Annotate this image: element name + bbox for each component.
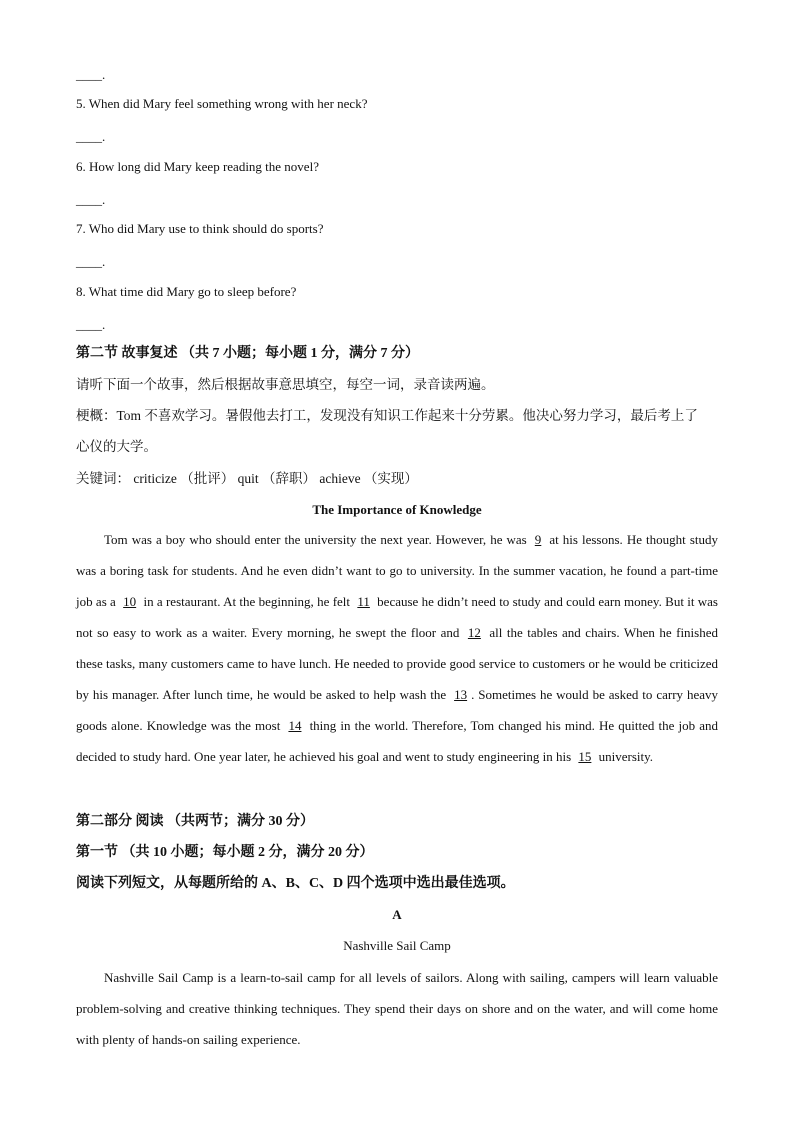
summary-line-1: 梗概：Tom 不喜欢学习。暑假他去打工，发现没有知识工作起来十分劳累。他决心努力学习，最后考上了 bbox=[76, 408, 698, 423]
answer-blank: ____. bbox=[76, 67, 106, 82]
passage-paragraph: Nashville Sail Camp is a learn-to-sail camp for all levels of sailors. Along with sailing, campers will learn valuable problem-solving and creative thinking techniques. They spend their days on shore and on the water, and will come home with plenty of hands-on sailing experience. bbox=[76, 970, 718, 1047]
part2-section1-heading: 第一节 （共 10 小题；每小题 2 分，满分 20 分） bbox=[76, 845, 374, 860]
blank-13: 13 bbox=[454, 687, 468, 702]
keywords: 关键词： criticize （批评） quit （辞职） achieve （实现） bbox=[76, 471, 418, 486]
question-6: 6. How long did Mary keep reading the novel? bbox=[76, 159, 319, 174]
passage-title: Nashville Sail Camp bbox=[343, 938, 451, 953]
section2-heading: 第二节 故事复述 （共 7 小题；每小题 1 分，满分 7 分） bbox=[76, 346, 419, 361]
blank-10: 10 bbox=[123, 594, 137, 609]
blank-15: 15 bbox=[578, 749, 592, 764]
answer-blank: ____. bbox=[76, 254, 106, 269]
story-title: The Importance of Knowledge bbox=[312, 502, 482, 517]
blank-9: 9 bbox=[534, 532, 542, 547]
blank-14: 14 bbox=[288, 718, 302, 733]
answer-blank: ____. bbox=[76, 317, 106, 332]
summary-line-2: 心仪的大学。 bbox=[76, 439, 157, 454]
question-8: 8. What time did Mary go to sleep before? bbox=[76, 284, 297, 299]
answer-blank: ____. bbox=[76, 192, 106, 207]
section2-instruction: 请听下面一个故事，然后根据故事意思填空，每空一词，录音读两遍。 bbox=[76, 377, 495, 392]
question-5: 5. When did Mary feel something wrong with her neck? bbox=[76, 96, 368, 111]
part2-instruction: 阅读下列短文，从每题所给的 A、B、C、D 四个选项中选出最佳选项。 bbox=[76, 876, 515, 891]
part2-heading: 第二部分 阅读 （共两节；满分 30 分） bbox=[76, 814, 314, 829]
story-paragraph: Tom was a boy who should enter the university the next year. However, he was 9 at his lessons. He thought study was a boring task for students. And he even didn’t want to go to university. In the summer vacation, he found a part-time job as a 10 in a restaurant. At the beginning, he felt 11 because he didn’t need to study and could earn money. But it was not so easy to work as a waiter. Every morning, he swept the floor and 12 all the tables and chairs. When he finished these tasks, many customers came to have lunch. He needed to provide good service to customers or he would be criticized by his manager. After lunch time, he would be asked to help wash the 13. Sometimes he would be asked to carry heavy goods alone. Knowledge was the most 14 thing in the world. Therefore, Tom changed his mind. He quitted the job and decided to study hard. One year later, he achieved his goal and went to study engineering in his 15 university. bbox=[76, 524, 718, 772]
blank-11: 11 bbox=[357, 594, 370, 609]
question-7: 7. Who did Mary use to think should do sports? bbox=[76, 221, 324, 236]
answer-blank: ____. bbox=[76, 129, 106, 144]
passage-letter: A bbox=[392, 907, 402, 922]
blank-12: 12 bbox=[467, 625, 481, 640]
